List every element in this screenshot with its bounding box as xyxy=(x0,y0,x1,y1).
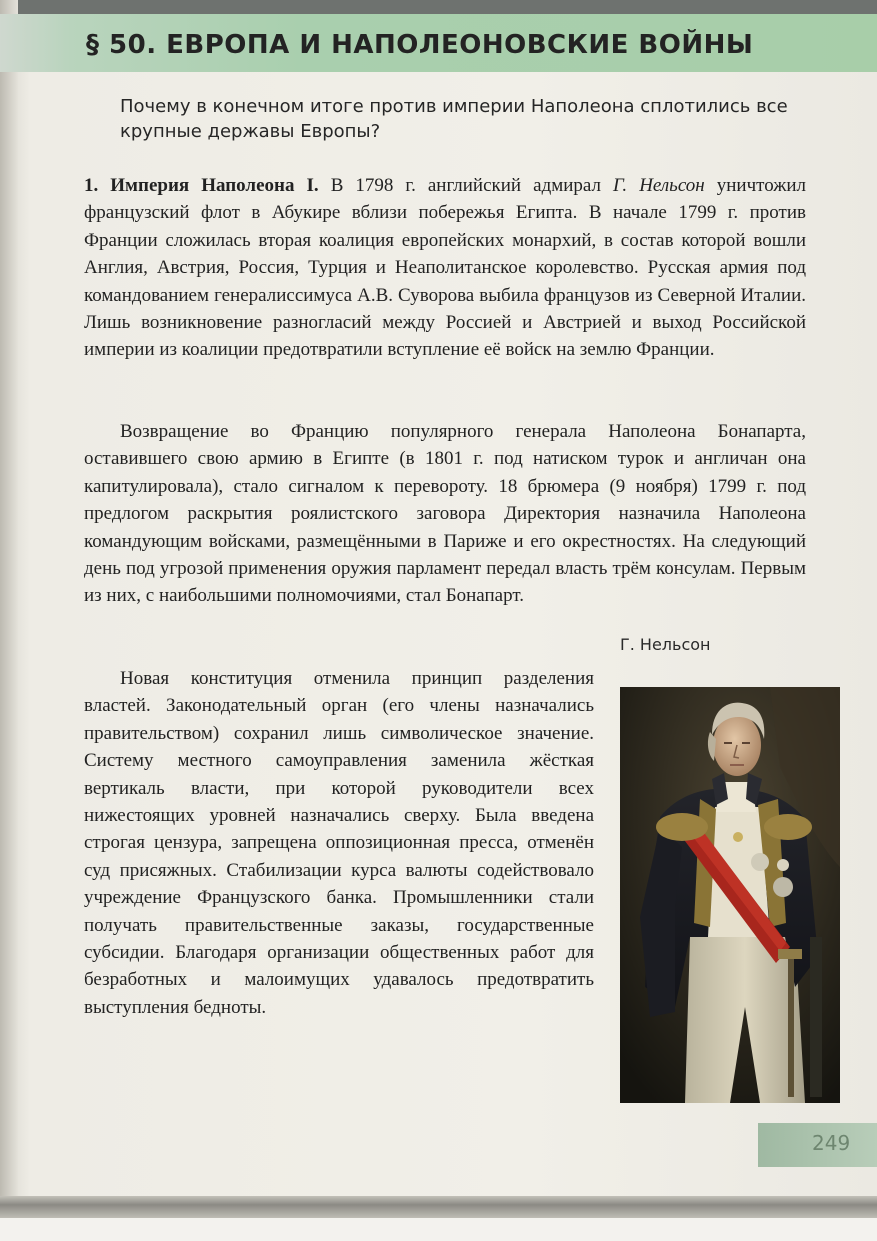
nelson-name: Г. Нельсон xyxy=(613,175,705,196)
section-question: Почему в конечном итоге против империи Наполеона сплотились все крупные державы Европы? xyxy=(120,96,788,142)
paragraph-1-text-b: уничтожил французский флот в Абукире вблизи побережья Египта. В начале 1799 г. против Франции сложилась вторая коалиция европейских монархий, в состав которой вошли Англия, Австрия, Россия, Турция и Неаполитанское королевство. Русская армия под командованием генералиссимуса А.В. Суворова выбила французов из Северной Италии. Лишь возникновение разногласий между Россией и Австрией и выход Российской империи из коалиции предотвратили вступление её войск на землю Франции. xyxy=(84,175,806,361)
page-bottom-edge xyxy=(0,1196,877,1218)
paragraph-2: Возвращение во Францию популярного генерала Наполеона Бонапарта, оставившего свою армию в Египте (в 1801 г. под натиском турок и англичан она капитулировала), стало сигналом к перевороту. 18 брюмера (9 ноября) 1799 г. под предлогом раскрытия роялистского заговора Директория назначила Наполеона командующим войсками, размещёнными в Париже и его окрестностях. На следующий день под угрозой применения оружия парламент передал власть трём консулам. Первым из них, с наибольшими полномочиями, стал Бонапарт. xyxy=(84,421,806,607)
figure-caption: Г. Нельсон xyxy=(620,635,711,654)
nelson-portrait-image xyxy=(620,687,840,1103)
paragraph-3: Новая конституция отменила принцип разделения властей. Законодательный орган (его члены назначались правительством) сохранил лишь символическое значение. Систему местного самоуправления заменила жёсткая вертикаль власти, при которой руководители всех нижестоящих уровней назначались сверху. Была введена строгая цензура, запрещена оппозиционная пресса, отменён суд присяжных. Стабилизации курса валюты содействовало учреждение Французского банка. Промышленники стали получать правительственные заказы, государственные субсидии. Благодаря организации общественных работ для безработных и малоимущих удавалось предотвратить выступления бедноты. xyxy=(84,668,594,1018)
portrait-painting-icon xyxy=(620,687,840,1103)
page-top-edge xyxy=(0,0,877,14)
paragraph-1 xyxy=(84,172,806,364)
scan-margin xyxy=(0,1218,877,1241)
page-binding-edge xyxy=(0,0,18,1241)
page-number: 249 xyxy=(812,1131,851,1155)
subsection-heading: 1. Империя Наполеона I. xyxy=(84,175,319,196)
section-title: § 50. ЕВРОПА И НАПОЛЕОНОВСКИЕ ВОЙНЫ xyxy=(86,30,754,60)
paragraph-1-text-a: В 1798 г. английский адмирал xyxy=(318,175,614,196)
